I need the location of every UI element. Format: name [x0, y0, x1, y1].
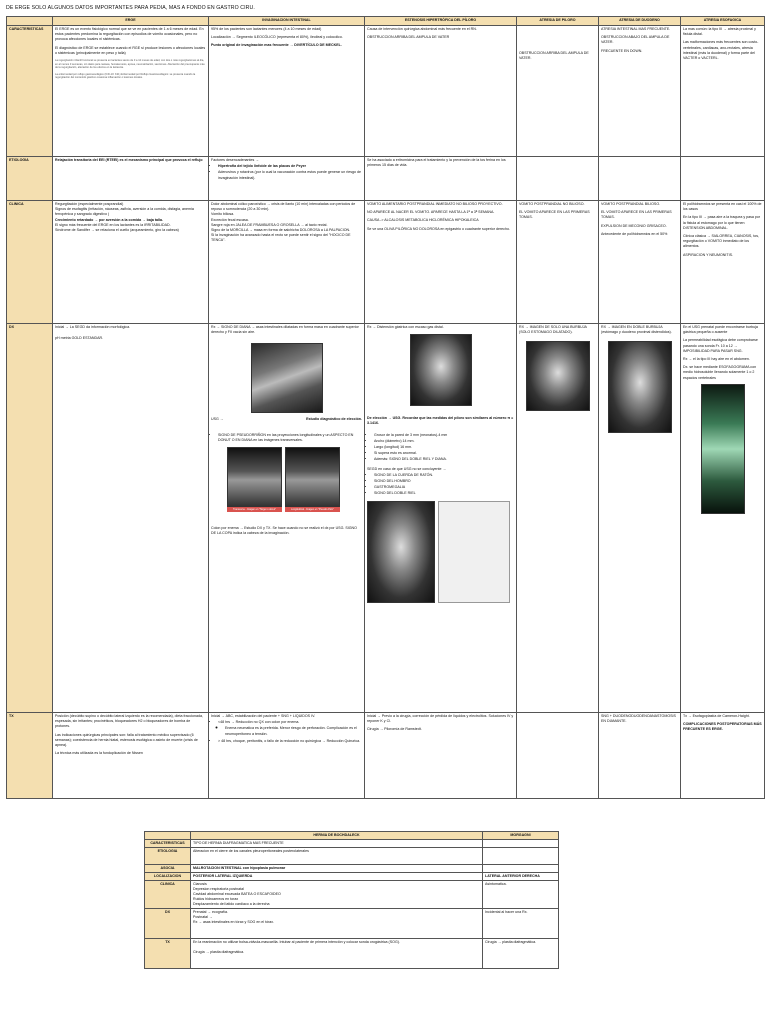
table-row: CARACTERISTICAS TIPO DE HERNIA DIAFRAGMATICA MAS FRECUENTE	[145, 840, 559, 848]
text: El ERGE es un evento fisiológico normal que se ve en pacientes de 1 a 6 meses de edad. En estos pacientes predomina la regurgitación con episodios de vómito ocasionales, pero no provoca afecciones locales ni sistémicas.	[55, 27, 204, 42]
text: SNG + DUODENODUODENOANASTOMOSIS EN DIAMANTE.	[601, 714, 676, 724]
cell-erge	[53, 713, 209, 799]
list-item: • SIGNO DEL HOMBRO	[374, 479, 514, 484]
cell-atresia-esofagica	[681, 713, 765, 799]
cell-erge	[53, 324, 209, 713]
row-clinica	[7, 201, 765, 324]
cell-estenosis	[365, 26, 517, 157]
row-label: ETIOLOGIA	[7, 157, 53, 201]
note: La enfermedad por reflujo gastroesofágico (ICD-10: K21) Enfermedad por Reflujo Gastroesofágico: se presenta cuando la regurgitación del contenido gástrico ocasiona inflamación o lesiones locales.	[55, 72, 196, 80]
text: CAUSA -> ALCALOSIS METABOLICA HICLORÉMICA HIPOKALEICA	[367, 218, 479, 223]
cell-invaginacion	[209, 157, 365, 201]
list-item: • Adenovirus y rotavirus (por lo cual la vacunación contra estos puede generar un riesgo de invaginación intestinal).	[218, 170, 362, 180]
table-row: CLINICA Cianosis Depresion respiratoria postnatal Cavidad abdominal excavada BATEA O ESCAFOIDEO Ruidos hidroaereos en torax Desplazamiento del latido cardiaco a la derecha Asintomatica.	[145, 881, 559, 909]
header-invaginacion: INVAGINACION INTESTINAL	[209, 17, 365, 26]
cell-atresia-esofagica	[681, 157, 765, 201]
text: Regurgitación (especialmente posprandial)	[55, 202, 124, 206]
cell-atresia-piloro	[517, 157, 599, 201]
list-item: • Si supera esto es anormal.	[374, 451, 514, 456]
text: Clínica clásica → SIALORREA, CIANOSIS, tos, regurgitación o VOMITO inmediato de los alimentos.	[683, 234, 760, 249]
text: OBSTRUCCION ARRIBA DEL AMPULA DE VATER	[367, 35, 450, 40]
text: De elección → USG. Recordar que las medidas del píloro son similares al número π = 3.1416.	[367, 416, 514, 426]
row-caracteristicas	[7, 26, 765, 157]
text: COMPLICACIONES POSTOPERATORIAS MÁS FRECUENTE ES ERGE.	[683, 722, 762, 732]
text: Vomito biliosa.	[211, 212, 235, 217]
text: El diagnóstico de ERGE se establece cuando el RGE si produce lesiones o afecciones locales o sistémicas (principalmente en peso y talla)	[55, 45, 206, 55]
header-morgagni: MORGAGNI	[483, 832, 559, 840]
text: Crecimiento retardado → por aversión a la comida → baja talla.	[55, 217, 164, 222]
text: Si la invaginación ha avanzado hasta el recto se puede sentir el signo del "HOCICO DE TENCA".	[211, 233, 351, 243]
text: Se ve una OLIVA PILÓRICA NO DOLOROSA en epigastrio o cuadrante superior derecho.	[367, 226, 510, 231]
cell-atresia-piloro	[517, 26, 599, 157]
ultrasound-pseudokidney-label: Longitudinal - Imagen en "Pseudo-riñón"	[285, 507, 340, 512]
text: RX → IMAGEN DE SOLO UNA BURBUJA (SOLO ESTOMAGO DILATADO).	[519, 325, 587, 335]
text: Cirugía → Piloromía de Ramstedt.	[367, 727, 422, 732]
xray-gastric-image	[410, 334, 472, 406]
header-atresia-piloro: ATRESIA DE PILORO	[517, 17, 599, 26]
xray-double-bubble-image	[608, 341, 672, 433]
text: EXPULSION DE MECONIO GRISACEO.	[601, 223, 667, 228]
cell-estenosis	[365, 713, 517, 799]
ultrasound-pseudokidney-image	[285, 447, 340, 507]
list-item: • > 48 hrs, choque, peritonitis, o fallo de la reducción no quirúrgica → Reducción Quirurica.	[218, 739, 362, 744]
cell-estenosis	[365, 201, 517, 324]
cell-atresia-piloro	[517, 324, 599, 713]
list-item: • SIGNO DE PSEUDORRIÑON en las proyecciones longitudinales y un ASPECTO EN DONUT O EN DIANA en las imágenes transversales.	[218, 433, 362, 443]
diagram-image	[438, 501, 510, 603]
cell-erge	[53, 157, 209, 201]
text: Síndrome de Sandifer → se relaciona el cuello (arqueamiento, giro la cabeza)	[55, 228, 179, 233]
xray-segd-image	[367, 501, 435, 603]
list-item: • Hipertrofia del tejido linfoide de las placas de Peyer	[218, 164, 362, 169]
text: USG →	[211, 417, 224, 422]
esophagogram-image	[701, 384, 745, 514]
main-comparison-table	[6, 16, 765, 799]
text: Inicial → Previo a la cirugía, corrección de pérdida de líquidos y electrolitos. Soluciones IV y reponer K y Cl.	[367, 714, 514, 724]
row-etiologia	[7, 157, 765, 201]
cell-erge	[53, 201, 209, 324]
hernia-table	[144, 831, 559, 969]
text: Signos de esofagitis (irritación, náuseas, asfixia, aversión a la comida, disfagia, anemia ferropénica y sangrado digestivo )	[55, 207, 194, 217]
header-bochdaleck: HERNIA DE BOCHDALECK	[191, 832, 483, 840]
row-dx	[7, 324, 765, 713]
list	[367, 433, 514, 463]
table-row: TX En la reanimación no utilizar bolsa-válvula-mascarilla. Intubar al paciente de primera intención y colocar sonda orogástrica (SOG). Cirugía → plastia diafragmática. Cirugía → plastia diafragmática.	[145, 939, 559, 969]
text: Relajación transitoria del EEI (RTEEI) es el mecanismo principal que provoca el reflujo	[55, 158, 203, 162]
header-empty	[145, 832, 191, 840]
text: Posición (decúbito supino o decúbito lateral izquierdo es la recomendada), dieta fraccionada, espesada, sin irritantes; procinéticos, bloqueadores H2 o bloqueadores de bomba de protones.	[55, 714, 204, 729]
text: La permeabilidad esofágica debe comprobarse pasando una sonda Fr. 10 a 12 → IMPOSIBILIDAD PARA PASAR SNG.	[683, 338, 758, 353]
list-item: • Además: SIGNO DEL DOBLE RIEL Y DIANA.	[374, 457, 514, 462]
list-item: • SIGNO DE LA CUERDA DE RATÓN.	[374, 473, 514, 478]
header-empty	[7, 17, 53, 26]
text: Colon por enema → Estudio DX y TX. Se hace cuando no se realizó el dx por USG. SIGNO DE LA COPA indica la cabeza de la invaginación.	[211, 526, 357, 536]
header-atresia-esofagica: ATRESIA ESOFAGICA	[681, 17, 765, 26]
text: Inicial → La SEGD da información morfológica.	[55, 325, 131, 329]
cell-atresia-duodeno	[599, 324, 681, 713]
cell-atresia-duodeno	[599, 26, 681, 157]
text: Localización → Segmento ILEOCÓLICO (representa el 80%), ileoileal y colocolico.	[211, 35, 343, 40]
text: Causa de intervención quirúrgica abdominal más frecuente en el RN.	[367, 27, 477, 31]
list	[211, 720, 362, 744]
row-label: TX	[7, 713, 53, 799]
list-item: • <48 hrs → Reducción no QX con colon por enema. ◦ Enema neumatica es la preferida. Menor riesgo de perforación. Complicación es el neumoperitoneo a tensión.	[218, 720, 362, 737]
row-label: DX	[7, 324, 53, 713]
list-item: ◦ Enema neumatica es la preferida. Menor riesgo de perforación. Complicación es el neumoperitoneo a tensión.	[225, 726, 362, 736]
list-item: • Grosor de la pared de 3 mm (neonatos)-4 mm	[374, 433, 514, 438]
text: FRECUENTE EN DOWN.	[601, 48, 643, 53]
text: OBSTRUCCION ARRIBA DEL AMPULA DE VATER.	[519, 51, 589, 61]
text: pH metria GOLD ESTANDAR.	[55, 336, 104, 341]
row-label: CLINICA	[7, 201, 53, 324]
list	[367, 473, 514, 497]
cell-invaginacion	[209, 713, 365, 799]
text: Rx → SIGNO DE DIANA → asas intestinales dilatadas en forma masa en cuadrante superior derecho y FII vacía sin aire.	[211, 325, 359, 335]
text: VOMITO POSTPRANDIAL BILIOSO.	[601, 202, 661, 206]
cell-invaginacion	[209, 26, 365, 157]
cell-atresia-duodeno	[599, 201, 681, 324]
text: La técnica más utilizada es la funduplicación de Nissen	[55, 751, 143, 756]
text: SEGD en caso de que USG no se concluyente →	[367, 466, 447, 471]
text: Antecedente de polihidramnios en el 50%	[601, 231, 668, 236]
text: Sangre roja en JALEA DE FRAMBUESA O GROSELLA → al tacto rectal.	[211, 222, 328, 227]
text: Punto original de invaginación mas frecuente → DIVERTÍCULO DE MECKEL.	[211, 43, 342, 48]
text: VOMITO POSTPRANDIAL NO BILIOSO.	[519, 202, 585, 206]
text: ATRESIA INTESTINAL MAS FRECUENTE.	[601, 27, 671, 31]
list	[211, 164, 362, 181]
header-atresia-duodeno: ATRESIA DE DUODENO	[599, 17, 681, 26]
cell-atresia-duodeno	[599, 713, 681, 799]
header-erge: ERGE	[53, 17, 209, 26]
ultrasound-target-image	[227, 447, 282, 507]
text: En el USG prenatal puede encontrarse burbuja gástrica pequeña o ausente	[683, 325, 758, 335]
text: En la tipo III → pasa aire a la traquea y pasa por la fistula al estomago por lo que tienen DISTENSION ABDOMINAL.	[683, 215, 761, 230]
text: El signo más frecuente del ERGE en los lactantes es la IRRITABILIDAD.	[55, 222, 171, 227]
table-row: ETIOLOGIA Alteracion en el cierre de los canales pleuroperitoneales posterolaterales	[145, 848, 559, 865]
text: EL VOMITO APARECE EN LAS PRIMERAS TOMAS.	[519, 210, 590, 220]
list-item: • Ancho (diámetro) 14 mm.	[374, 439, 514, 444]
row-label: CARACTERISTICAS	[7, 26, 53, 157]
text: VOMITO ALIMENTARIO POSTPRANDIAL INMEDIATO NO BILIOSO PROYECTIVO.	[367, 202, 503, 206]
table-row: LOCALIZACION POSTERIOR LATERAL IZQUIERDA LATERAL ANTERIOR DERECHA	[145, 873, 559, 881]
xray-single-bubble-image	[526, 341, 590, 411]
text: El polihidramnios se presenta en casi el 100% de los casos	[683, 202, 762, 212]
list	[211, 433, 362, 443]
header-estenosis: ESTENOSIS HIPERTRÓFICA DEL PÍLORO	[365, 17, 517, 26]
cell-atresia-esofagica	[681, 201, 765, 324]
cell-estenosis	[365, 324, 517, 713]
text: EL VOMITO APARECE EN LAS PRIMERAS TOMAS.	[601, 210, 672, 220]
text: Tx → Esofagoplastía de Cameron-Haight.	[683, 714, 750, 718]
list-item: • GASTROMEGALIA	[374, 485, 514, 490]
text: Rx → el la tipo III hay aire en el abdomen.	[683, 357, 750, 362]
text: 95% de los pacientes son lactantes menores (4 a 10 meses de edad)	[211, 27, 322, 31]
text: Factores desencadenantes →	[211, 158, 259, 162]
text: Se ha asociado a eritromicina para el tratamiento y la prevención de la tos ferina en los primeros 15 días de vida.	[367, 158, 506, 168]
cell-atresia-piloro	[517, 201, 599, 324]
cell-atresia-piloro	[517, 713, 599, 799]
text: Signo de la MORCILLA → masa en forma de salchicha DOLOROSA a LA PALPACION.	[211, 228, 351, 233]
cell-invaginacion	[209, 201, 365, 324]
cell-atresia-esofagica	[681, 324, 765, 713]
text: RX → IMAGEN EN DOBLE BURBUJA (estómago y duodeno proximal distendidos).	[601, 325, 672, 335]
cell-atresia-duodeno	[599, 157, 681, 201]
cell-atresia-esofagica	[681, 26, 765, 157]
text: ASPIRACION Y NEUMONITIS.	[683, 252, 733, 257]
text: Dolor abdominal cólico paroxístico → crisis de llanto (10 min) intercaladas con periodos de reposo o somnolencia (20 a 30 min).	[211, 202, 356, 212]
text: Excreción fecal escasa.	[211, 217, 249, 222]
row-tx	[7, 713, 765, 799]
cell-invaginacion	[209, 324, 365, 713]
table-row: DX Prenatal → ecografía. Postnatal → Rx → asas intestinales en tórax y SOG en el tórax. Incidental al hacer una Rx.	[145, 909, 559, 939]
ultrasound-target-label: Transverse - Imagen en "Target o donut"	[227, 507, 282, 512]
text: Dx. se hace mediante ESOFAGOGRAMA con medio hidrosoluble llenando solamente 1 o 2 espacios vertebrales	[683, 365, 757, 380]
text: Inicial → ABC, estabilización del paciente + SNG + LIQUIDOS IV.	[211, 714, 316, 718]
text: Las indicaciones quirúrgicas principales son: falla al tratamiento médico supervisado (6 semanas); coexistencia de hernia hiatal, estenosis esofágica o asinto de muerte (crisis de apnea).	[55, 732, 198, 748]
list-item: • Largo (longitud) 16 mm.	[374, 445, 514, 450]
cell-erge	[53, 26, 209, 157]
xray-diana-image	[251, 343, 323, 413]
text: Estudio diagnóstico de elección.	[306, 417, 362, 422]
text: NO APARECE AL NACER EL VOMITO. APARECE HASTA LA 1ª a 3ª SEMANA.	[367, 210, 495, 215]
cell-estenosis	[365, 157, 517, 201]
table-row: ASOCIA MALROTACION INTESTINAL con hipoplasia pulmonar	[145, 865, 559, 873]
list-item: • SIGNO DEL DOBLE RIEL	[374, 491, 514, 496]
note: La regurgitación infantil funcional se presenta en lactantes sanos de 3 a 12 meses de edad, con dos o más regurgitaciones al día, en al menos 3 semanas, sin datos para naúsea, hematemesis, apnea, neumatización, sanciones. Afectación del preocupante más de la regurgitación, alteración de los efectos en la lactancia.	[55, 59, 205, 70]
text: OBSTRUCCION ABAJO DEL AMPULA DE VATER.	[601, 35, 670, 45]
text: Rx → Distensión gástrica con escaso gas distal.	[367, 325, 444, 329]
text: Las malformaciones más frecuentes son costo-vertebrales, cardiacas, ano-rectales, atresia intestinal (más la duodenal) y forma parte del VACTER o VACTERL.	[683, 40, 759, 61]
document-title: DE ERGE SOLO ALGUNOS DATOS IMPORTANTES PARA PEDIA, MAS A FONDO EN GASTRO CIRU.	[6, 5, 255, 11]
text: La mas común: la tipo III → atresia proximal y fistula distal.	[683, 27, 756, 37]
